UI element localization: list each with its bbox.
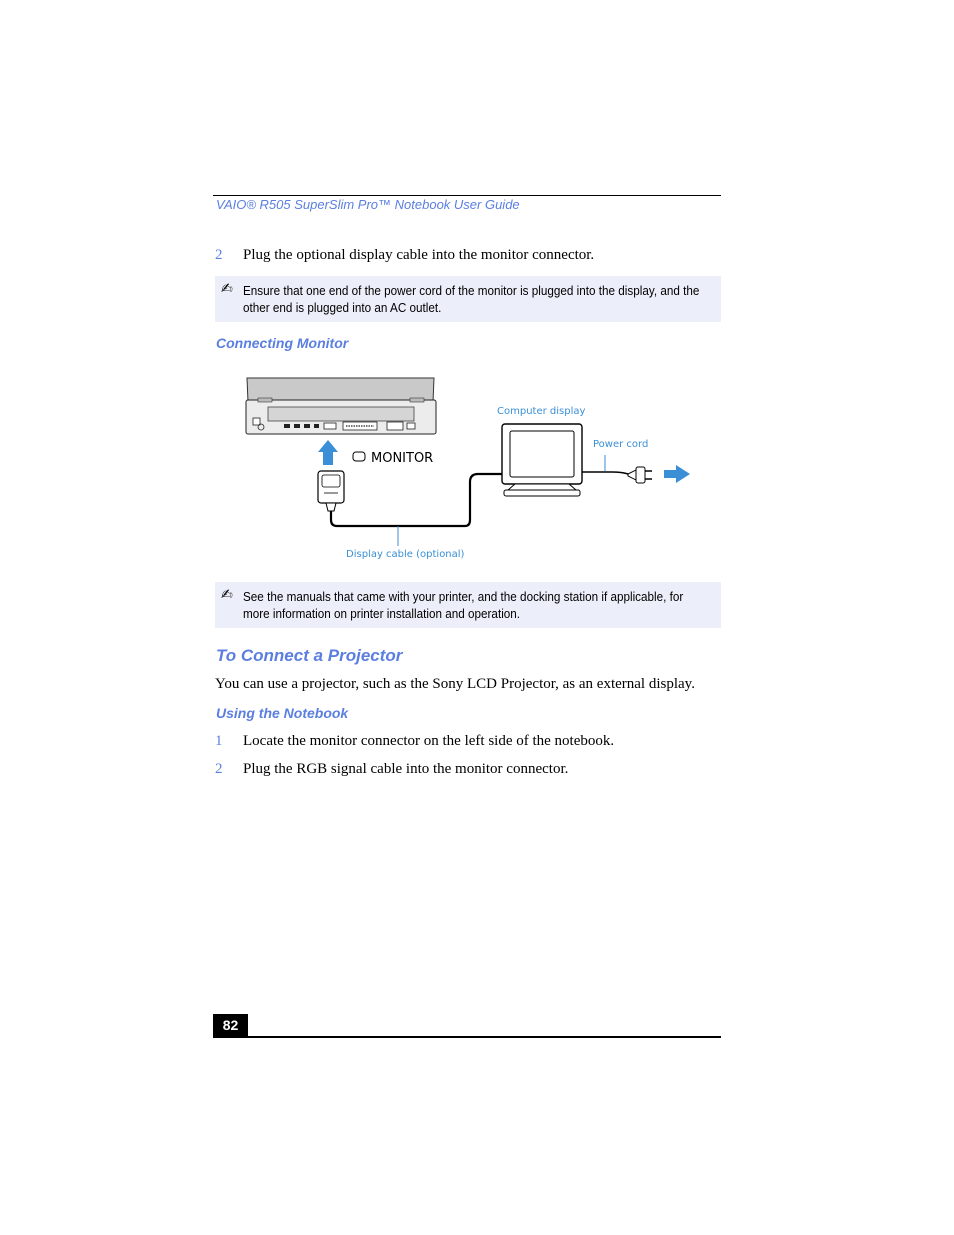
step-text: Plug the RGB signal cable into the monitor connector. bbox=[243, 761, 569, 777]
step-number: 2 bbox=[215, 247, 223, 263]
monitor-port-label: MONITOR bbox=[371, 451, 434, 466]
note-pencil-icon: ✍ bbox=[221, 281, 233, 297]
header-rule bbox=[213, 195, 721, 196]
figure-caption: Connecting Monitor bbox=[216, 335, 349, 351]
vga-plug-illustration bbox=[318, 471, 344, 511]
arrow-right-icon bbox=[664, 465, 690, 483]
monitor-port-icon bbox=[353, 452, 365, 461]
note-text: Ensure that one end of the power cord of the monitor is plugged into the display, and the other end is plugged into an AC outlet. bbox=[243, 283, 700, 315]
arrow-up-icon bbox=[318, 440, 338, 465]
power-plug-icon bbox=[628, 467, 652, 483]
power-cord-line bbox=[582, 472, 628, 474]
display-cable-label: Display cable (optional) bbox=[346, 549, 465, 560]
section-intro: You can use a projector, such as the Sony LCD Projector, as an external display. bbox=[215, 676, 695, 692]
notebook-illustration bbox=[246, 378, 436, 434]
procedure-heading: Using the Notebook bbox=[216, 705, 349, 721]
note-pencil-icon: ✍ bbox=[221, 587, 233, 603]
connecting-monitor-figure bbox=[240, 370, 700, 570]
note-text: See the manuals that came with your printer, and the docking station if applicable, for more information on printer installation and operation. bbox=[243, 589, 684, 621]
step-number: 1 bbox=[215, 733, 223, 749]
note-box bbox=[215, 582, 721, 628]
running-header: VAIO® R505 SuperSlim Pro™ Notebook User Guide bbox=[216, 197, 520, 212]
section-title: To Connect a Projector bbox=[216, 646, 403, 665]
computer-display-label: Computer display bbox=[497, 406, 586, 417]
note-box bbox=[215, 276, 721, 322]
step-text: Locate the monitor connector on the left side of the notebook. bbox=[243, 733, 615, 749]
computer-display-illustration bbox=[502, 424, 582, 496]
footer-rule bbox=[213, 1036, 721, 1038]
power-cord-label: Power cord bbox=[593, 439, 649, 450]
step-text: Plug the optional display cable into the monitor connector. bbox=[243, 247, 595, 263]
page-number: 82 bbox=[213, 1014, 248, 1037]
display-cable-line bbox=[331, 474, 502, 526]
step-number: 2 bbox=[215, 761, 223, 777]
